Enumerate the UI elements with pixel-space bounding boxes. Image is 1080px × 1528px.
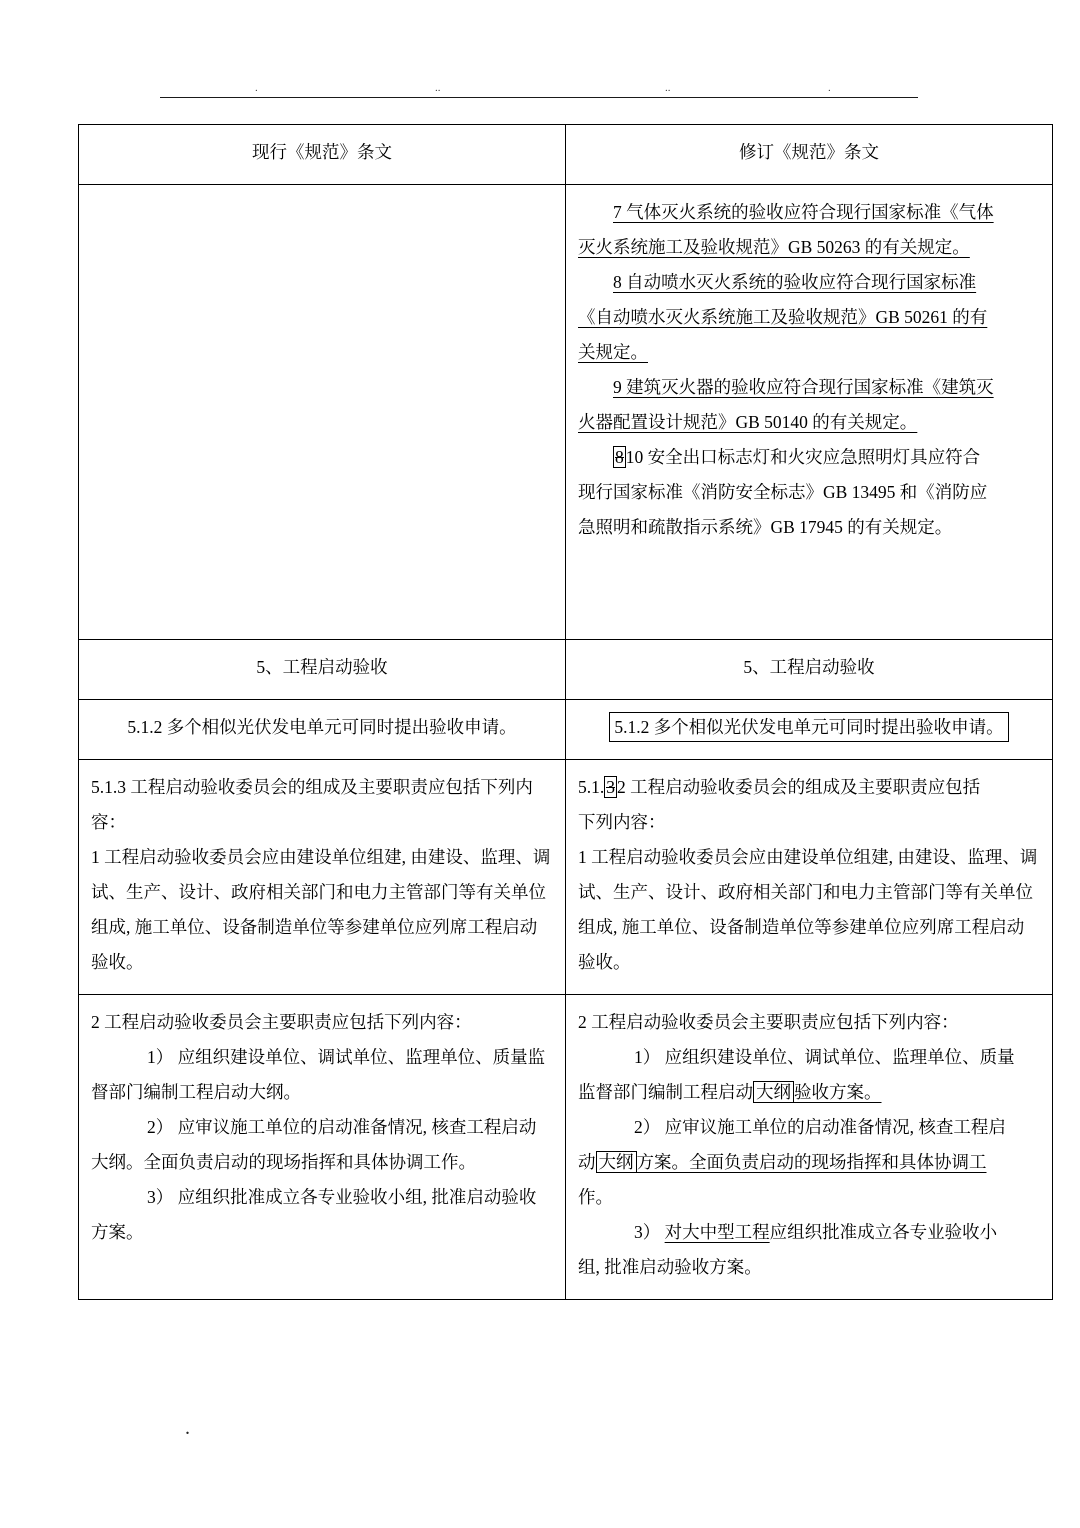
header-dot-2: .. [435, 82, 441, 94]
clause-number-prefix: 5.1. [578, 777, 605, 797]
column-header-current: 现行《规范》条文 [79, 125, 566, 185]
duties-left-head: 2 工程启动验收委员会主要职责应包括下列内容： [91, 1012, 472, 1032]
cell-left-clause-513 [79, 760, 566, 995]
header-dot-4: . [828, 82, 831, 94]
duties-right-item1 [578, 1040, 1040, 1075]
clause-9-line2: 火器配置设计规范》GB 50140 的有关规定。 [578, 412, 918, 432]
duties-left-item1: 1） 应组织建设单位、调试单位、监理单位、质量监督部门编制工程启动大纲。 [91, 1047, 546, 1102]
clause-10 [578, 440, 1040, 475]
clause-512-left: 5.1.2 多个相似光伏发电单元可同时提出验收申请。 [79, 700, 566, 760]
cell-right-duties [566, 995, 1053, 1300]
duties-right-item1-a: 1） 应组织建设单位、调试单位、监理单位、质量 [634, 1047, 1015, 1067]
clause-10-cont1 [578, 475, 1040, 510]
clause-513-right-head-cont: 下列内容： [578, 812, 666, 832]
header-divider [160, 97, 918, 98]
duties-left-item3: 3） 应组织批准成立各专业验收小组, 批准启动验收方案。 [91, 1187, 537, 1242]
duties-right-item3 [578, 1215, 1040, 1250]
clause-7 [578, 195, 1040, 230]
duties-right-head: 2 工程启动验收委员会主要职责应包括下列内容： [578, 1012, 959, 1032]
cell-right-clauses [566, 185, 1053, 640]
table-row [79, 185, 1053, 640]
clause-513-left-item1: 1 工程启动验收委员会应由建设单位组建, 由建设、监理、调试、生产、设计、政府相关部门和电力主管部门等有关单位组成, 施工单位、设备制造单位等参建单位应列席工程启动验收。 [91, 847, 551, 972]
header-dot-3: .. [665, 82, 671, 94]
table-header-row [79, 125, 1053, 185]
clause-number-deleted: 3 [606, 777, 615, 797]
duties-right-item2-b: 动 [578, 1152, 596, 1172]
clause-10-deleted-number: 8 [615, 447, 624, 467]
duties-right-item2-boxed: 大纲 [596, 1151, 637, 1173]
comparison-table [78, 124, 1053, 1300]
clause-8 [578, 265, 1040, 300]
clause-7-cont [578, 230, 1040, 265]
clause-9-cont [578, 405, 1040, 440]
header-dot-1: . [255, 82, 258, 94]
clause-513-right-item1: 1 工程启动验收委员会应由建设单位组建, 由建设、监理、调试、生产、设计、政府相关部门和电力主管部门等有关单位组成, 施工单位、设备制造单位等参建单位应列席工程启动验收。 [578, 847, 1038, 972]
column-header-revised: 修订《规范》条文 [566, 125, 1053, 185]
clause-7-line2: 灭火系统施工及验收规范》GB 50263 的有关规定。 [578, 237, 970, 257]
cell-left-empty [79, 185, 566, 640]
duties-left-item2: 2） 应审议施工单位的启动准备情况, 核查工程启动大纲。全面负责启动的现场指挥和具体协调工作。 [91, 1117, 537, 1172]
clause-10-line2: 现行国家标准《消防安全标志》GB 13495 和《消防应 [578, 482, 988, 502]
duties-right-item2-a: 2） 应审议施工单位的启动准备情况, 核查工程启 [634, 1117, 1006, 1137]
duties-right-item1-cont [578, 1075, 1040, 1110]
duties-right-item3-c: 组, 批准启动验收方案。 [578, 1257, 762, 1277]
footer-dot: . [185, 1417, 190, 1439]
clause-512-right-wrap [566, 700, 1053, 760]
section-title-left: 5、工程启动验收 [79, 640, 566, 700]
header-dot-marks [160, 82, 918, 96]
table-row [79, 760, 1053, 995]
duties-right-item3-b: 应组织批准成立各专业验收小 [769, 1222, 998, 1242]
clause-512-right: 5.1.2 多个相似光伏发电单元可同时提出验收申请。 [609, 712, 1008, 742]
clause-513-right-head [578, 770, 1040, 805]
duties-right-item3-cont [578, 1250, 1040, 1285]
duties-right-item2 [578, 1110, 1040, 1145]
section-title-right: 5、工程启动验收 [566, 640, 1053, 700]
clause-8-line3: 关规定。 [578, 342, 648, 362]
clause-8-cont2 [578, 335, 1040, 370]
clause-10-line1: 10 安全出口标志灯和火灾应急照明灯具应符合 [625, 447, 981, 467]
clause-7-line1: 7 气体灭火系统的验收应符合现行国家标准《气体 [613, 202, 994, 222]
clause-9-line1: 9 建筑灭火器的验收应符合现行国家标准《建筑灭 [613, 377, 994, 397]
table-row [79, 700, 1053, 760]
clause-9 [578, 370, 1040, 405]
duties-right-item2-cont2 [578, 1180, 1040, 1215]
duties-right-item2-c: 方案。全面负责启动的现场指挥和具体协调工 [636, 1152, 987, 1172]
table-row [79, 995, 1053, 1300]
clause-8-cont1 [578, 300, 1040, 335]
duties-right-item3-a: 3） [634, 1222, 665, 1242]
table-row [79, 640, 1053, 700]
clause-10-cont2 [578, 510, 1040, 545]
cell-right-clause-512 [566, 760, 1053, 995]
duties-right-item3-underlined: 对大中型工程 [664, 1222, 770, 1242]
clause-513-left-head: 5.1.3 工程启动验收委员会的组成及主要职责应包括下列内容： [91, 777, 533, 832]
clause-number-rest: 2 工程启动验收委员会的组成及主要职责应包括 [617, 777, 981, 797]
clause-8-line2: 《自动喷水灭火系统施工及验收规范》GB 50261 的有 [578, 307, 988, 327]
cell-left-duties [79, 995, 566, 1300]
clause-10-line3: 急照明和疏散指示系统》GB 17945 的有关规定。 [578, 517, 953, 537]
duties-right-item2-cont1 [578, 1145, 1040, 1180]
duties-right-item1-b: 监督部门编制工程启动 [578, 1082, 753, 1102]
duties-right-item2-d: 作。 [578, 1187, 613, 1207]
clause-8-line1: 8 自动喷水灭火系统的验收应符合现行国家标准 [613, 272, 977, 292]
duties-right-item1-boxed: 大纲 [753, 1081, 794, 1103]
duties-right-item1-c: 验收方案。 [794, 1082, 882, 1102]
